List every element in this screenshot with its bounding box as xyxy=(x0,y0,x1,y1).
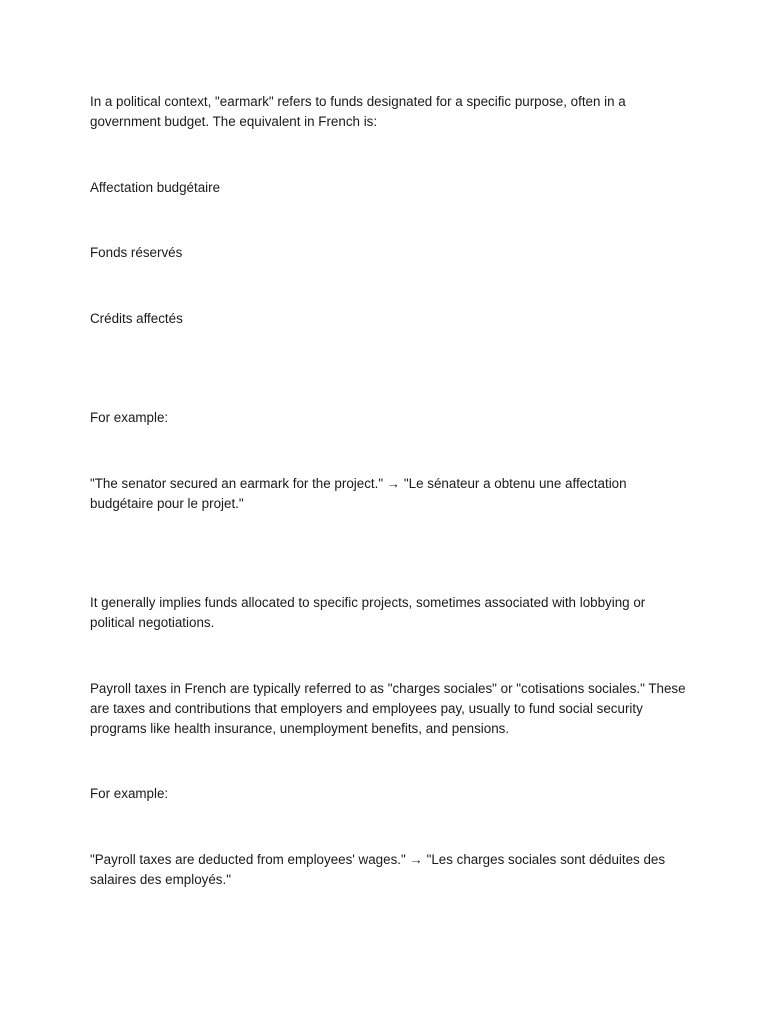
paragraph-for-example-2: For example: xyxy=(90,786,169,801)
list-item-affectation-budgetaire: Affectation budgétaire xyxy=(90,180,221,195)
paragraph-for-example-1: For example: xyxy=(90,410,169,425)
paragraph-payroll-taxes: Payroll taxes in French are typically referred to as "charges sociales" or "cotisations sociales." These are taxes and contributions that employers and employees pay, usually to fund social security programs like health insurance, unemployment benefits, and pensions. xyxy=(90,681,686,736)
paragraph-implication: It generally implies funds allocated to specific projects, sometimes associated with lobbying or political negotiations. xyxy=(90,595,646,630)
list-item-fonds-reserves: Fonds réservés xyxy=(90,245,183,260)
list-item-credits-affectes: Crédits affectés xyxy=(90,311,183,326)
paragraph-example-payroll: "Payroll taxes are deducted from employees' wages." → "Les charges sociales sont déduites des salaires des employés." xyxy=(90,852,666,887)
paragraph-example-earmark: "The senator secured an earmark for the project." → "Le sénateur a obtenu une affectation budgétaire pour le projet." xyxy=(90,476,627,511)
paragraph-earmark-definition: In a political context, "earmark" refers to funds designated for a specific purpose, often in a government budget. The equivalent in French is: xyxy=(90,94,626,129)
